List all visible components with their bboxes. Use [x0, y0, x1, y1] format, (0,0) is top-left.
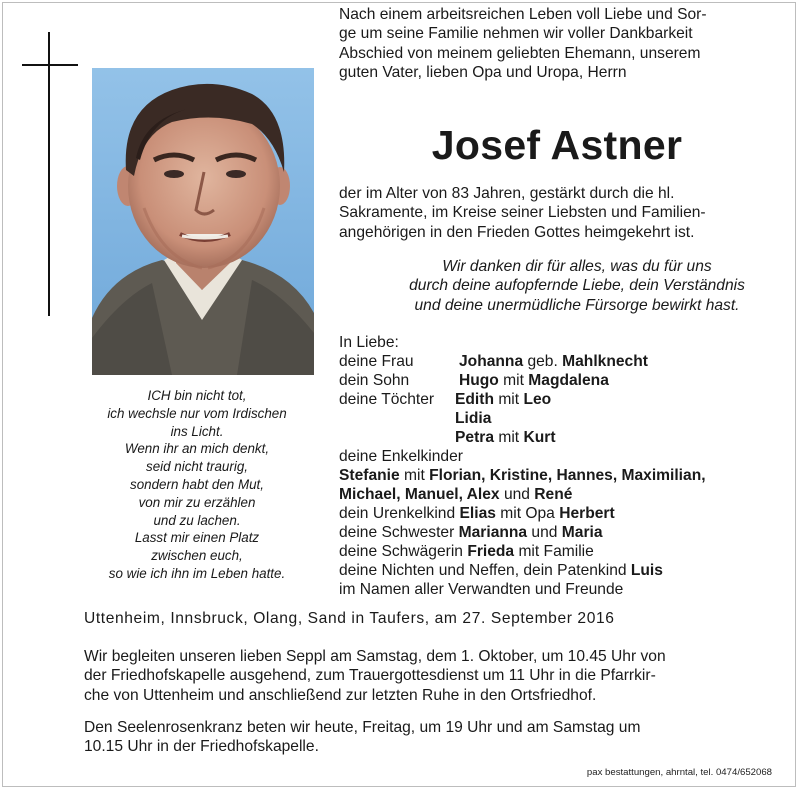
relation-label: deine Frau [339, 353, 414, 370]
description-line: angehörigen in den Frieden Gottes heimgekehrt ist. [339, 223, 695, 241]
mourner-row-sister [339, 523, 789, 542]
relation-label: dein Sohn [339, 372, 410, 389]
mourner-name: Michael, Manuel, Alex [339, 486, 500, 503]
description-text [339, 184, 775, 242]
intro-line: Nach einem arbeitsreichen Leben voll Liebe und Sor- [339, 6, 707, 23]
mourner-row-daughter [339, 409, 789, 428]
connector: mit Familie [514, 543, 594, 560]
mourner-row-great-grandchild [339, 504, 789, 523]
mourner-name: Marianna [458, 524, 528, 541]
portrait-photo [92, 68, 314, 375]
poem-line: von mir zu erzählen [138, 494, 256, 510]
mourner-name: Florian, Kristine, Hannes, Maximilian, [429, 467, 706, 484]
deceased-name: Josef Astner [431, 122, 683, 168]
mourner-name: Magdalena [528, 372, 609, 389]
mourner-name: Maria [561, 524, 603, 541]
mourner-row-wife [339, 352, 789, 371]
poem-line: zwischen euch, [151, 548, 243, 564]
mourner-row-son [339, 371, 789, 390]
rosary-line: 10.15 Uhr in der Friedhofskapelle. [84, 738, 319, 756]
connector: mit [399, 467, 430, 484]
mourner-name: Lidia [455, 410, 492, 427]
relation-label: deine Nichten und Neffen, dein Patenkind [339, 562, 631, 579]
poem-line: Wenn ihr an mich denkt, [124, 441, 270, 457]
connector: mit [494, 429, 524, 446]
rosary-line: Den Seelenrosenkranz beten wir heute, Freitag, um 19 Uhr und am Samstag um [84, 719, 641, 736]
mourner-name: Johanna [459, 353, 524, 370]
relation-label: deine Enkelkinder [339, 448, 463, 465]
connector: und [527, 524, 562, 541]
poem [84, 387, 310, 583]
mourners-heading: In Liebe: [339, 334, 399, 351]
thanks-text [339, 257, 800, 315]
rosary-notice [84, 718, 780, 757]
mourner-name: Kurt [523, 429, 556, 446]
mourners-list [339, 333, 789, 599]
thanks-line: durch deine aufopfernde Liebe, dein Verständnis [409, 277, 745, 295]
funeral-line: che von Uttenheim und anschließend zur letzten Ruhe in den Ortsfriedhof. [84, 686, 597, 704]
mourner-name: Leo [523, 391, 552, 408]
connector: mit [498, 372, 529, 389]
mourner-name: Stefanie [339, 467, 400, 484]
undertaker-credit: pax bestattungen, ahrntal, tel. 0474/652068 [586, 767, 772, 778]
mourner-name: Elias [459, 505, 496, 522]
intro-text [339, 5, 775, 83]
poem-line: und zu lachen. [153, 512, 241, 528]
mourner-name: Edith [455, 391, 494, 408]
mourner-row-nieces [339, 561, 789, 580]
poem-line: ins Licht. [170, 423, 224, 439]
connector: und [499, 486, 535, 503]
relation-label: deine Schwägerin [339, 543, 468, 560]
intro-line: guten Vater, lieben Opa und Uropa, Herrn [339, 64, 627, 82]
poem-line: ich wechsle nur vom Irdischen [107, 405, 287, 421]
poem-line: ICH bin nicht tot, [147, 388, 247, 403]
description-line: Sakramente, im Kreise seiner Liebsten und Familien- [339, 204, 706, 222]
mourner-row-daughter [339, 428, 789, 447]
mourner-row-grandchildren [339, 485, 789, 504]
mourner-name: Frieda [467, 543, 515, 560]
mourner-name: Mahlknecht [562, 353, 648, 370]
relation-label: dein Urenkelkind [339, 505, 460, 522]
mourner-name: Hugo [459, 372, 499, 389]
connector: mit [493, 391, 524, 408]
funeral-line: der Friedhofskapelle ausgehend, zum Trauergottesdienst um 11 Uhr in die Pfarrkir- [84, 667, 656, 685]
relation-label: deine Töchter [339, 391, 435, 408]
intro-line: Abschied von meinem geliebten Ehemann, unserem [339, 44, 701, 62]
poem-line: sondern habt den Mut, [130, 476, 264, 492]
mourner-name: René [534, 486, 573, 503]
description-line: der im Alter von 83 Jahren, gestärkt durch die hl. [339, 185, 675, 202]
thanks-line: und deine unermüdliche Fürsorge bewirkt hast. [414, 296, 740, 314]
intro-line: ge um seine Familie nehmen wir voller Dankbarkeit [339, 25, 693, 43]
connector: mit Opa [495, 505, 560, 522]
mourner-name: Luis [630, 562, 663, 579]
mourner-name: Herbert [559, 505, 615, 522]
connector: geb. [523, 353, 563, 370]
mourner-row-grandchildren [339, 466, 789, 485]
poem-line: seid nicht traurig, [146, 459, 248, 475]
funeral-notice [84, 647, 780, 705]
mourner-row-sister-in-law [339, 542, 789, 561]
mourner-name: Petra [455, 429, 495, 446]
thanks-line: Wir danken dir für alles, was du für uns [442, 258, 712, 275]
funeral-line: Wir begleiten unseren lieben Seppl am Samstag, dem 1. Oktober, um 10.45 Uhr von [84, 648, 666, 665]
mourner-row-relatives: im Namen aller Verwandten und Freunde [339, 581, 624, 598]
place-date: Uttenheim, Innsbruck, Olang, Sand in Taufers, am 27. September 2016 [84, 610, 615, 627]
relation-label: deine Schwester [339, 524, 459, 541]
poem-line: Lasst mir einen Platz [134, 530, 260, 546]
poem-line: so wie ich ihn im Leben hatte. [108, 565, 286, 581]
mourner-row-daughter [339, 390, 789, 409]
